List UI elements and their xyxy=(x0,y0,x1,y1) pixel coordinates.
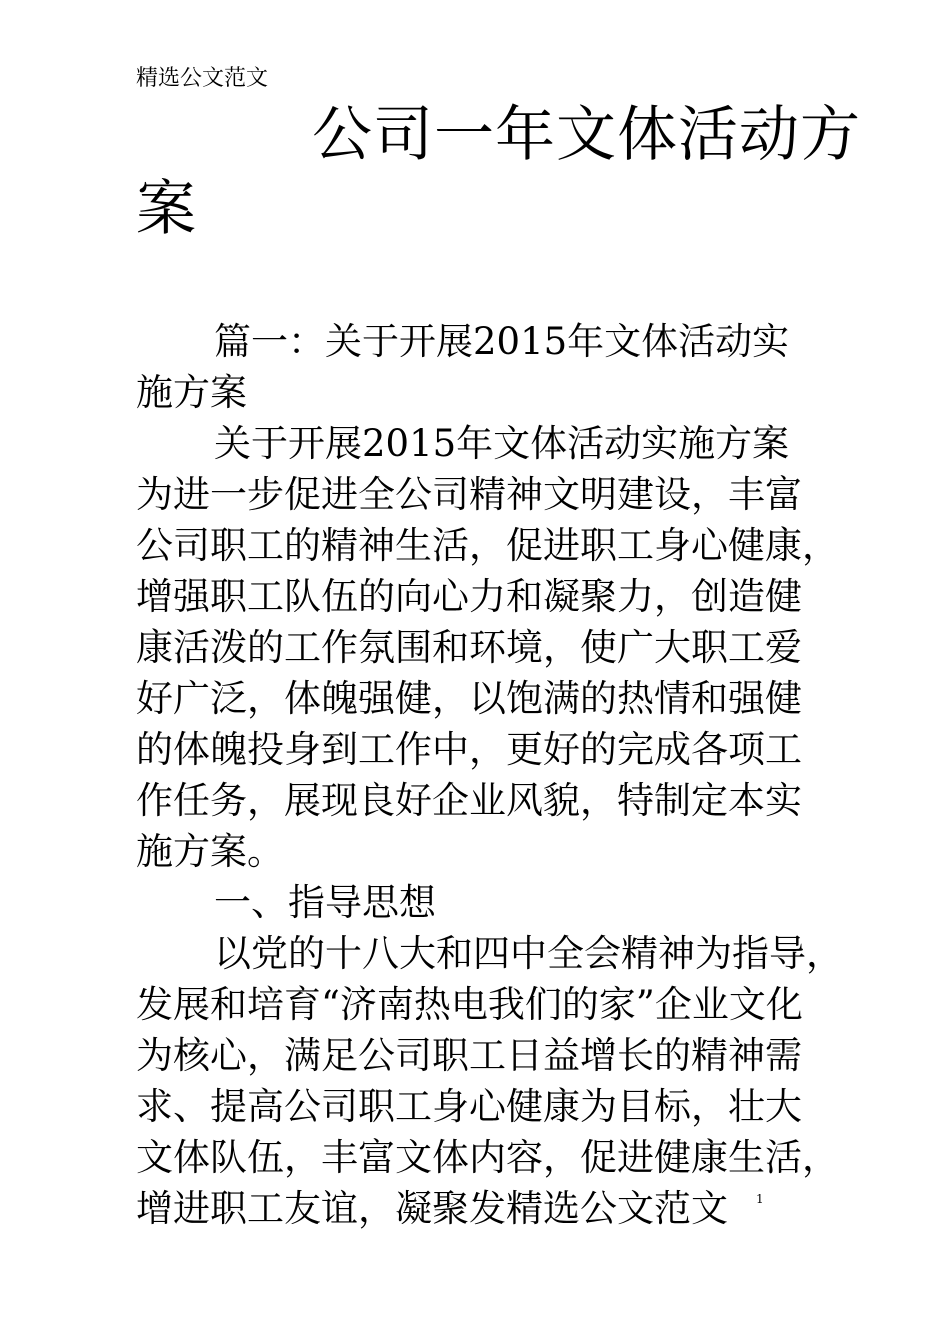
body-line: 篇一：关于开展2015年文体活动实 xyxy=(214,320,790,363)
body-line: 文体队伍，丰富文体内容，促进健康生活， xyxy=(136,1136,839,1179)
body-line: 的体魄投身到工作中，更好的完成各项工 xyxy=(136,728,802,771)
body-line: 求、提高公司职工身心健康为目标，壮大 xyxy=(136,1085,802,1128)
body-line: 施方案 xyxy=(136,371,247,414)
body-line: 作任务，展现良好企业风貌，特制定本实 xyxy=(136,779,802,822)
body-line: 关于开展2015年文体活动实施方案 xyxy=(214,422,790,465)
page-number: 1 xyxy=(756,1192,764,1206)
body-line: 增强职工队伍的向心力和凝聚力，创造健 xyxy=(136,575,802,618)
body-line: 公司职工的精神生活，促进职工身心健康， xyxy=(136,524,839,567)
body-line: 以党的十八大和四中全会精神为指导， xyxy=(214,932,843,975)
body-line: 康活泼的工作氛围和环境，使广大职工爱 xyxy=(136,626,802,669)
body-line: 一、指导思想 xyxy=(214,881,436,924)
body-line: 为核心，满足公司职工日益增长的精神需 xyxy=(136,1034,802,1077)
document-title xyxy=(136,98,861,246)
body-line: 为进一步促进全公司精神文明建设，丰富 xyxy=(136,473,802,516)
page-header: 精选公文范文 xyxy=(136,66,269,91)
document-body xyxy=(136,316,843,1234)
title-line-1: 公司一年文体活动方 xyxy=(312,100,861,170)
body-line: 施方案。 xyxy=(136,830,284,873)
title-line-2: 案 xyxy=(136,174,197,244)
body-line: 发展和培育“济南热电我们的家”企业文化 xyxy=(136,983,803,1026)
body-line: 增进职工友谊，凝聚发精选公文范文 xyxy=(136,1187,728,1230)
body-line: 好广泛，体魄强健，以饱满的热情和强健 xyxy=(136,677,802,720)
